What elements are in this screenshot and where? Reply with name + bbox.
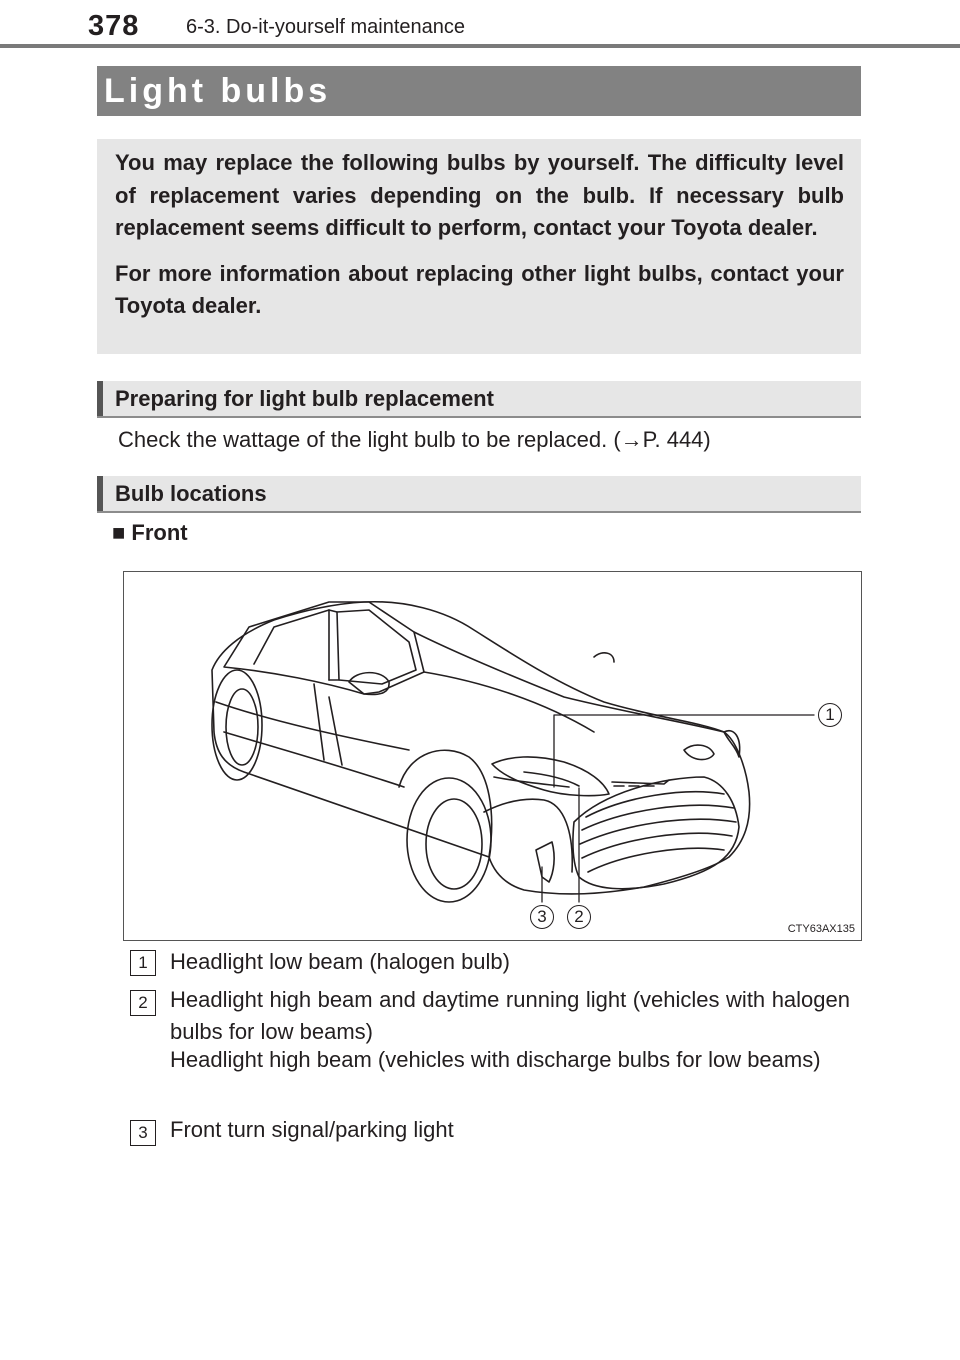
front-heading <box>112 520 188 546</box>
legend-item-2b: Headlight high beam (vehicles with discharge bulbs for low beams) <box>170 1047 821 1072</box>
car-front-illustration <box>123 571 862 941</box>
square-bullet-icon: ■ <box>112 520 126 545</box>
legend-item-2a: Headlight high beam and daytime running light (vehicles with halogen bulbs for low beams) <box>170 987 850 1044</box>
subheading-bar <box>97 381 103 416</box>
intro-paragraph-1: You may replace the following bulbs by yourself. The difficulty level of replacement varies depending on the bulb. If necessary bulb replacement seems difficult to perform, contact your Toyota dealer. <box>115 150 844 240</box>
section-path: 6-3. Do-it-yourself maintenance <box>186 16 466 38</box>
figure-code: CTY63AX135 <box>787 923 855 935</box>
header-rule <box>0 44 960 48</box>
subheading-preparing <box>97 381 861 418</box>
car-drawing <box>124 572 860 939</box>
legend-number-2: 2 <box>130 990 156 1016</box>
page-title: Light bulbs <box>104 72 332 110</box>
legend-item-3: Front turn signal/parking light <box>170 1117 454 1142</box>
callout-1: 1 <box>818 703 842 727</box>
subheading-bulb-locations <box>97 476 861 513</box>
intro-paragraph-2: For more information about replacing other light bulbs, contact your Toyota dealer. <box>115 260 844 318</box>
subheading-preparing-label: Preparing for light bulb replacement <box>115 386 494 411</box>
subheading-bulb-locations-label: Bulb locations <box>115 481 267 506</box>
legend-number-1: 1 <box>130 950 156 976</box>
subheading-bar <box>97 476 103 511</box>
page-number: 378 <box>88 10 140 42</box>
intro-box <box>97 139 861 354</box>
callout-3: 3 <box>530 905 554 929</box>
title-bar <box>97 66 861 116</box>
legend-number-3: 3 <box>130 1120 156 1146</box>
legend-item-1: Headlight low beam (halogen bulb) <box>170 949 510 974</box>
callout-2: 2 <box>567 905 591 929</box>
front-label: Front <box>131 520 188 545</box>
preparing-text: Check the wattage of the light bulb to be replaced. (→P. 444) <box>118 427 711 452</box>
